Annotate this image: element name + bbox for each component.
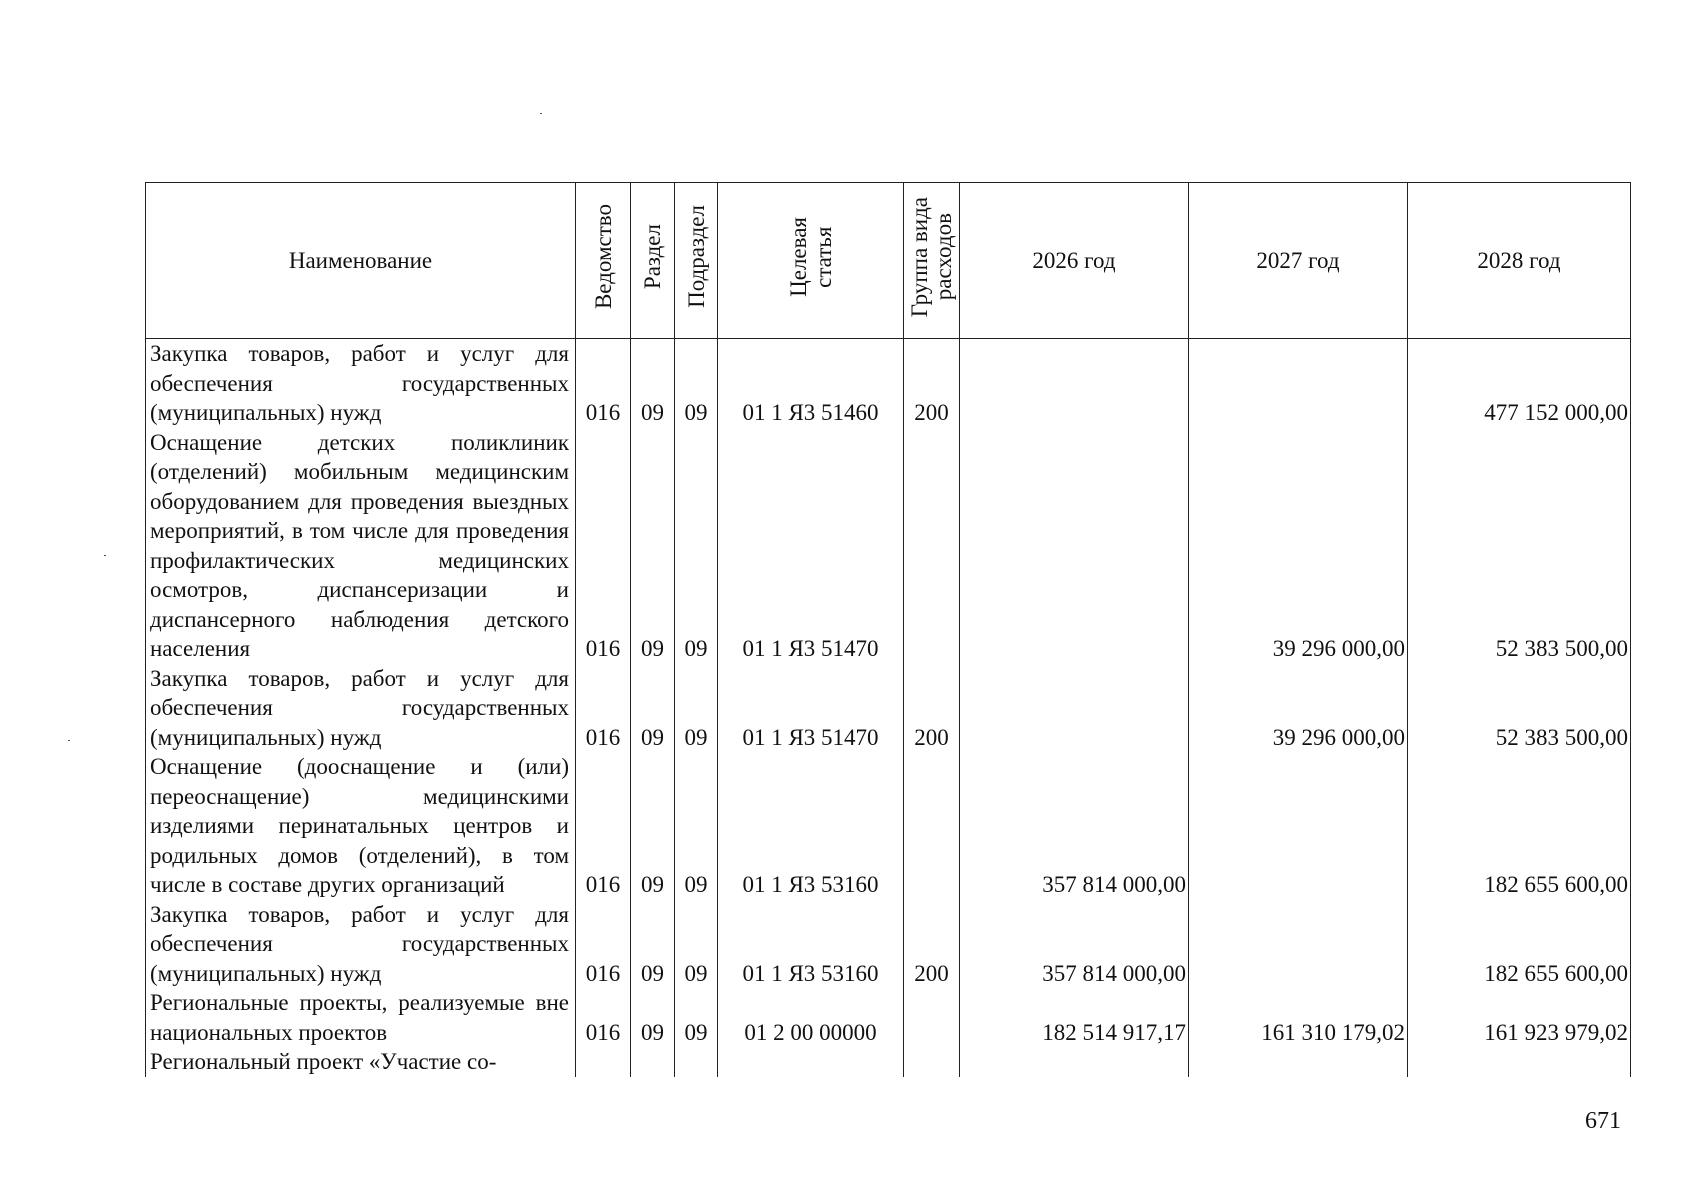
row-name: Оснащение детских поликлиник (отделений) мобильным медицинским оборудованием для проведения выездных мероприятий, в том числе для проведения профилактических медицинских осмотров, диспансеризации и диспансерного наблюдения детского населения	[146, 428, 576, 664]
table-row	[146, 900, 1631, 989]
row-dept: 016	[576, 339, 631, 428]
row-section: 09	[631, 428, 675, 664]
table-row	[146, 752, 1631, 900]
row-group: 200	[904, 339, 960, 428]
budget-table	[145, 182, 1631, 1077]
header-section: Раздел	[631, 183, 675, 339]
row-section: 09	[631, 752, 675, 900]
row-target: 01 1 Я3 53160	[718, 752, 904, 900]
table-row	[146, 339, 1631, 428]
row-2028: 182 655 600,00	[1408, 900, 1631, 989]
row-subsection: 09	[675, 428, 718, 664]
row-2026: 357 814 000,00	[960, 752, 1189, 900]
row-name: Закупка товаров, работ и услуг для обеспечения государственных (муниципальных) нужд	[146, 339, 576, 428]
header-target: Целевая статья	[718, 183, 904, 339]
row-2028: 52 383 500,00	[1408, 428, 1631, 664]
row-2026: 357 814 000,00	[960, 900, 1189, 989]
row-2026	[960, 664, 1189, 753]
row-target: 01 2 00 00000	[718, 988, 904, 1047]
header-2027: 2027 год	[1189, 183, 1408, 339]
row-dept: 016	[576, 428, 631, 664]
header-2028: 2028 год	[1408, 183, 1631, 339]
row-2028: 477 152 000,00	[1408, 339, 1631, 428]
row-subsection: 09	[675, 988, 718, 1047]
table-row-continued	[146, 1047, 1631, 1077]
row-name: Региональный проект «Участие со-	[146, 1047, 576, 1077]
table-row	[146, 988, 1631, 1047]
row-group	[904, 428, 960, 664]
row-dept: 016	[576, 752, 631, 900]
row-target: 01 1 Я3 51460	[718, 339, 904, 428]
row-group	[904, 752, 960, 900]
row-section: 09	[631, 988, 675, 1047]
row-2027	[1189, 900, 1408, 989]
row-2028: 52 383 500,00	[1408, 664, 1631, 753]
row-target: 01 1 Я3 51470	[718, 428, 904, 664]
page-number: 671	[1585, 1108, 1621, 1134]
row-target: 01 1 Я3 51470	[718, 664, 904, 753]
row-2026	[960, 339, 1189, 428]
row-2026: 182 514 917,17	[960, 988, 1189, 1047]
row-group	[904, 988, 960, 1047]
row-2027	[1189, 752, 1408, 900]
row-2027: 161 310 179,02	[1189, 988, 1408, 1047]
row-dept: 016	[576, 664, 631, 753]
row-subsection: 09	[675, 339, 718, 428]
row-2028: 182 655 600,00	[1408, 752, 1631, 900]
row-2027: 39 296 000,00	[1189, 664, 1408, 753]
row-subsection: 09	[675, 900, 718, 989]
table-header-row	[146, 183, 1631, 339]
row-2027: 39 296 000,00	[1189, 428, 1408, 664]
row-2028: 161 923 979,02	[1408, 988, 1631, 1047]
header-subsection: Подраздел	[675, 183, 718, 339]
row-section: 09	[631, 664, 675, 753]
header-2026: 2026 год	[960, 183, 1189, 339]
table-row	[146, 428, 1631, 664]
header-group: Группа вида расходов	[904, 183, 960, 339]
row-subsection: 09	[675, 664, 718, 753]
row-dept: 016	[576, 988, 631, 1047]
row-name: Оснащение (дооснащение и (или) переоснащение) медицинскими изделиями перинатальных центров и родильных домов (отделений), в том числе в составе других организаций	[146, 752, 576, 900]
row-name: Закупка товаров, работ и услуг для обеспечения государственных (муниципальных) нужд	[146, 664, 576, 753]
row-group: 200	[904, 664, 960, 753]
row-name: Региональные проекты, реализуемые вне национальных проектов	[146, 988, 576, 1047]
header-name: Наименование	[146, 183, 576, 339]
row-dept: 016	[576, 900, 631, 989]
row-section: 09	[631, 339, 675, 428]
row-2026	[960, 428, 1189, 664]
row-name: Закупка товаров, работ и услуг для обеспечения государственных (муниципальных) нужд	[146, 900, 576, 989]
row-section: 09	[631, 900, 675, 989]
row-subsection: 09	[675, 752, 718, 900]
table-row	[146, 664, 1631, 753]
header-dept: Ведомство	[576, 183, 631, 339]
row-group: 200	[904, 900, 960, 989]
row-2027	[1189, 339, 1408, 428]
row-target: 01 1 Я3 53160	[718, 900, 904, 989]
